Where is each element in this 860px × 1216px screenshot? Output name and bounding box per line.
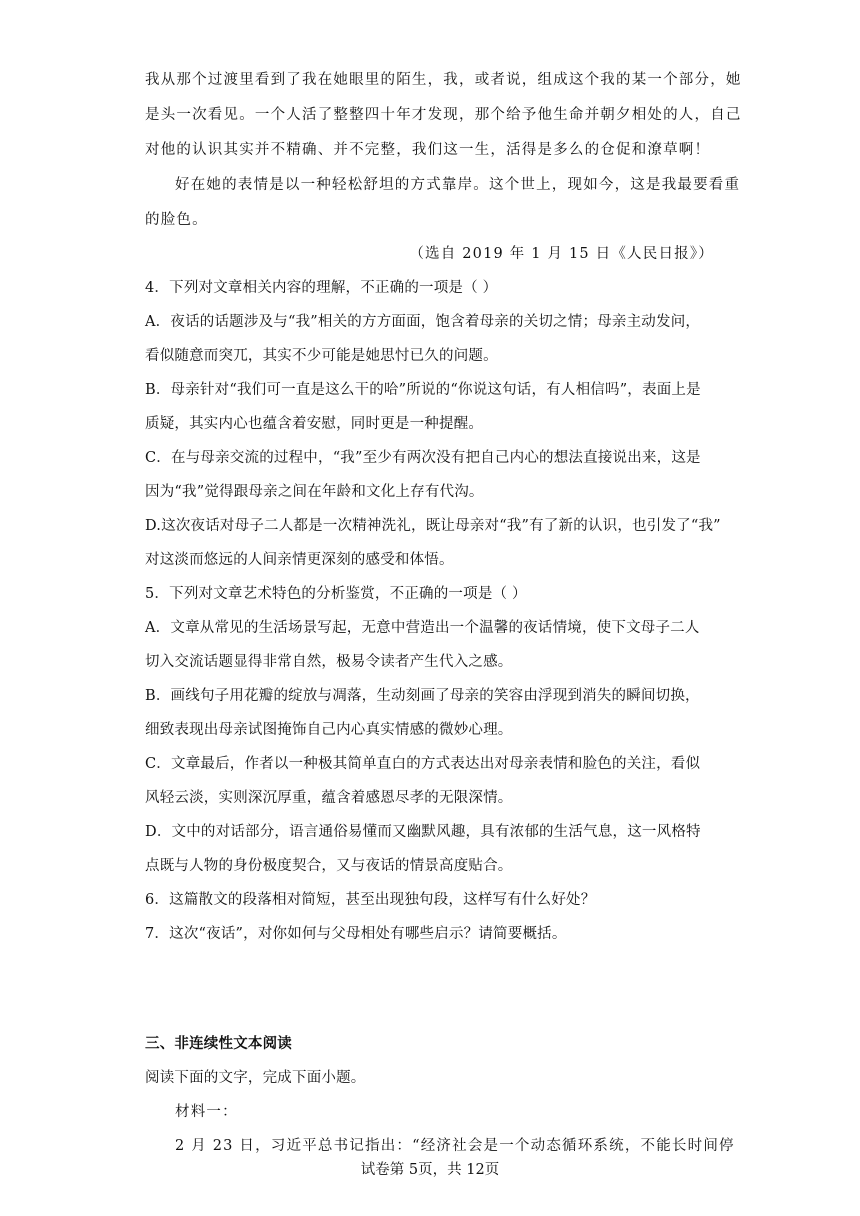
section-heading: 三、非连续性文本阅读: [145, 1035, 292, 1052]
q4-option-c-cont: 因为“我”觉得跟母亲之间在年龄和文化上存有代沟。: [145, 484, 484, 500]
passage-line: 对他的认识其实并不精确、并不完整，我们这一生，活得是多么的仓促和潦草啊！: [145, 142, 711, 158]
material-line: 2 月 23 日，习近平总书记指出：“经济社会是一个动态循环系统，不能长时间停: [175, 1138, 735, 1154]
passage-line: 是头一次看见。一个人活了整整四十年才发现，那个给予他生命并朝夕相处的人，自己: [145, 107, 742, 123]
q4-option-a: A．夜话的话题涉及与“我”相关的方方面面，饱含着母亲的关切之情；母亲主动发问，: [145, 314, 701, 330]
source-citation: （选自 2019 年 1 月 15 日《人民日报》）: [409, 246, 714, 262]
passage-line: 的脸色。: [145, 212, 208, 228]
q4-option-b-cont: 质疑，其实内心也蕴含着安慰，同时更是一种提醒。: [145, 416, 484, 432]
question-6: 6．这篇散文的段落相对简短，甚至出现独句段，这样写有什么好处？: [145, 892, 596, 908]
q5-option-b-cont: 细致表现出母亲试图掩饰自己内心真实情感的微妙心理。: [145, 722, 513, 738]
question-5-stem: 5．下列对文章艺术特色的分析鉴赏，不正确的一项是（ ）: [145, 586, 527, 602]
passage-line: 我从那个过渡里看到了我在她眼里的陌生，我，或者说，组成这个我的某一个部分，她: [145, 72, 742, 88]
q4-option-d: D.这次夜话对母子二人都是一次精神洗礼，既让母亲对“我”有了新的认识，也引发了“我”: [145, 518, 721, 534]
q5-option-b: B．画线句子用花瓣的绽放与凋落，生动刻画了母亲的笑容由浮现到消失的瞬间切换，: [145, 688, 700, 704]
q5-option-c: C．文章最后，作者以一种极其简单直白的方式表达出对母亲表情和脸色的关注，看似: [145, 756, 701, 772]
q4-option-d-cont: 对这淡而悠远的人间亲情更深刻的感受和体悟。: [145, 552, 454, 568]
q4-option-b: B．母亲针对“我们可一直是这么干的哈”所说的“你说这句话，有人相信吗”，表面上是: [145, 382, 701, 398]
material-label: 材料一：: [175, 1104, 238, 1120]
question-7: 7．这次“夜话”，对你如何与父母相处有哪些启示？请简要概括。: [145, 926, 567, 942]
q5-option-a-cont: 切入交流话题显得非常自然，极易令读者产生代入之感。: [145, 654, 513, 670]
q4-option-a-cont: 看似随意而突兀，其实不少可能是她思忖已久的问题。: [145, 348, 498, 364]
q5-option-a: A．文章从常见的生活场景写起，无意中营造出一个温馨的夜话情境，使下文母子二人: [145, 620, 700, 636]
passage-line: 好在她的表情是以一种轻松舒坦的方式靠岸。这个世上，现如今，这是我最要看重: [175, 177, 741, 193]
q5-option-c-cont: 风轻云淡，实则深沉厚重，蕴含着感恩尽孝的无限深情。: [145, 790, 513, 806]
question-4-stem: 4．下列对文章相关内容的理解，不正确的一项是（ ）: [145, 280, 498, 296]
section-instruction: 阅读下面的文字，完成下面小题。: [145, 1070, 366, 1086]
page-footer: 试卷第 5页，共 12页: [360, 1162, 500, 1178]
q5-option-d: D．文中的对话部分，语言通俗易懂而又幽默风趣，具有浓郁的生活气息，这一风格特: [145, 824, 701, 840]
q4-option-c: C．在与母亲交流的过程中，“我”至少有两次没有把自己内心的想法直接说出来，这是: [145, 450, 701, 466]
q5-option-d-cont: 点既与人物的身份极度契合，又与夜话的情景高度贴合。: [145, 858, 513, 874]
